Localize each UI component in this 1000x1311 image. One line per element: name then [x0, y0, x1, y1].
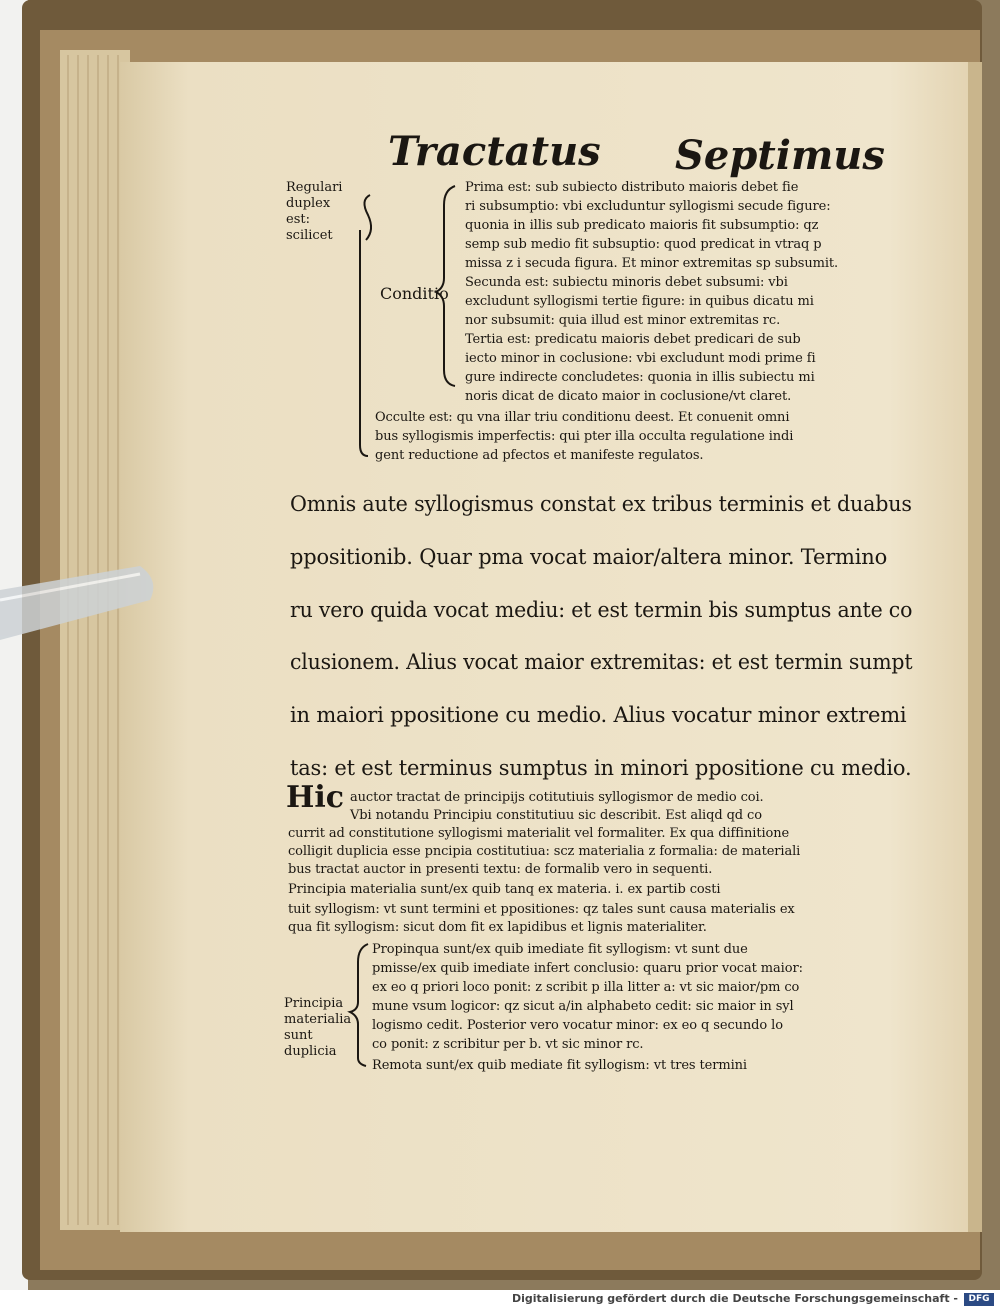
- text-line: ppositionib. Quar pma vocat maior/altera minor. Termino: [290, 545, 888, 569]
- margin-note-regulari: Regulari duplex est: scilicet: [286, 180, 343, 243]
- heading-left: Tractatus: [388, 128, 601, 175]
- text-line: gent reductione ad pfectos et manifeste regulatos.: [375, 448, 704, 463]
- text-line: missa z i secuda figura. Et minor extremitas sp subsumit.: [465, 256, 839, 271]
- footer-text: Digitalisierung gefördert durch die Deutsche Forschungsgemeinschaft -: [511, 1292, 958, 1305]
- text-line: currit ad constitutione syllogismi materialit vel formaliter. Ex qua diffinitione: [288, 826, 790, 841]
- text-line: quonia in illis sub predicato maioris fit subsumptio: qz: [465, 218, 819, 233]
- initial-letter: Hic: [286, 780, 345, 815]
- text-line: pmisse/ex quib imediate infert conclusio: quaru prior vocat maior:: [372, 961, 803, 976]
- text-line: ex eo q priori loco ponit: z scribit p illa litter a: vt sic maior/pm co: [372, 980, 800, 995]
- text-line: colligit duplicia esse pncipia costitutiua: scz materialia z formalia: de materiali: [288, 844, 801, 859]
- text-line: auctor tractat de principijs cotitutiuis syllogismor de medio coi.: [350, 790, 764, 805]
- text-line: clusionem. Alius vocat maior extremitas: et est termin sumpt: [290, 650, 913, 674]
- text-line: Principia materialia sunt/ex quib tanq ex materia. i. ex partib costi: [288, 882, 721, 897]
- dfg-logo: DFG: [964, 1293, 994, 1306]
- text-line: nor subsumit: quia illud est minor extremitas rc.: [465, 313, 781, 328]
- margin-note-principia: Principia materialia sunt duplicia: [284, 996, 352, 1059]
- text-line: Tertia est: predicatu maioris debet predicari de sub: [465, 332, 801, 347]
- text-line: ri subsumptio: vbi excluduntur syllogismi secude figure:: [465, 199, 831, 214]
- text-line: Omnis aute syllogismus constat ex tribus terminis et duabus: [290, 492, 912, 516]
- text-line: Vbi notandu Principiu constitutiuu sic describit. Est aliqd qd co: [350, 808, 762, 823]
- text-line: logismo cedit. Posterior vero vocatur minor: ex eo q secundo lo: [372, 1018, 783, 1033]
- text-line: Prima est: sub subiecto distributo maioris debet fie: [465, 180, 799, 195]
- text-line: excludunt syllogismi tertie figure: in quibus dicatu mi: [465, 294, 814, 309]
- text-line: mune vsum logicor: qz sicut a/in alphabeto cedit: sic maior in syl: [372, 999, 794, 1014]
- text-line: Occulte est: qu vna illar triu conditionu deest. Et conuenit omni: [375, 410, 790, 425]
- text-line: bus syllogismis imperfectis: qui pter illa occulta regulatione indi: [375, 429, 794, 444]
- text-line: in maiori ppositione cu medio. Alius vocatur minor extremi: [290, 703, 907, 727]
- text-line: qua fit syllogism: sicut dom fit ex lapidibus et lignis materialiter.: [288, 920, 707, 935]
- digitization-footer: [0, 1290, 1000, 1311]
- margin-note-conditio: Conditio: [380, 284, 449, 303]
- text-line: bus tractat auctor in presenti textu: de formalib vero in sequenti.: [288, 862, 713, 877]
- text-line: Remota sunt/ex quib mediate fit syllogism: vt tres termini: [372, 1058, 747, 1073]
- text-line: Propinqua sunt/ex quib imediate fit syllogism: vt sunt due: [372, 942, 748, 957]
- text-line: noris dicat de dicato maior in coclusione/vt claret.: [465, 389, 792, 404]
- text-line: tas: et est terminus sumptus in minori ppositione cu medio.: [290, 756, 912, 780]
- heading-right: Septimus: [675, 132, 885, 179]
- text-line: gure indirecte concludetes: quonia in illis subiectu mi: [465, 370, 815, 385]
- text-line: Secunda est: subiectu minoris debet subsumi: vbi: [465, 275, 788, 290]
- text-line: iecto minor in coclusione: vbi excludunt modi prime fi: [465, 351, 816, 366]
- text-line: co ponit: z scribitur per b. vt sic minor rc.: [372, 1037, 644, 1052]
- text-line: semp sub medio fit subsuptio: quod predicat in vtraq p: [465, 237, 822, 252]
- text-line: tuit syllogism: vt sunt termini et ppositiones: qz tales sunt causa materialis ex: [288, 902, 795, 917]
- text-line: ru vero quida vocat mediu: et est termin bis sumptus ante co: [290, 598, 913, 622]
